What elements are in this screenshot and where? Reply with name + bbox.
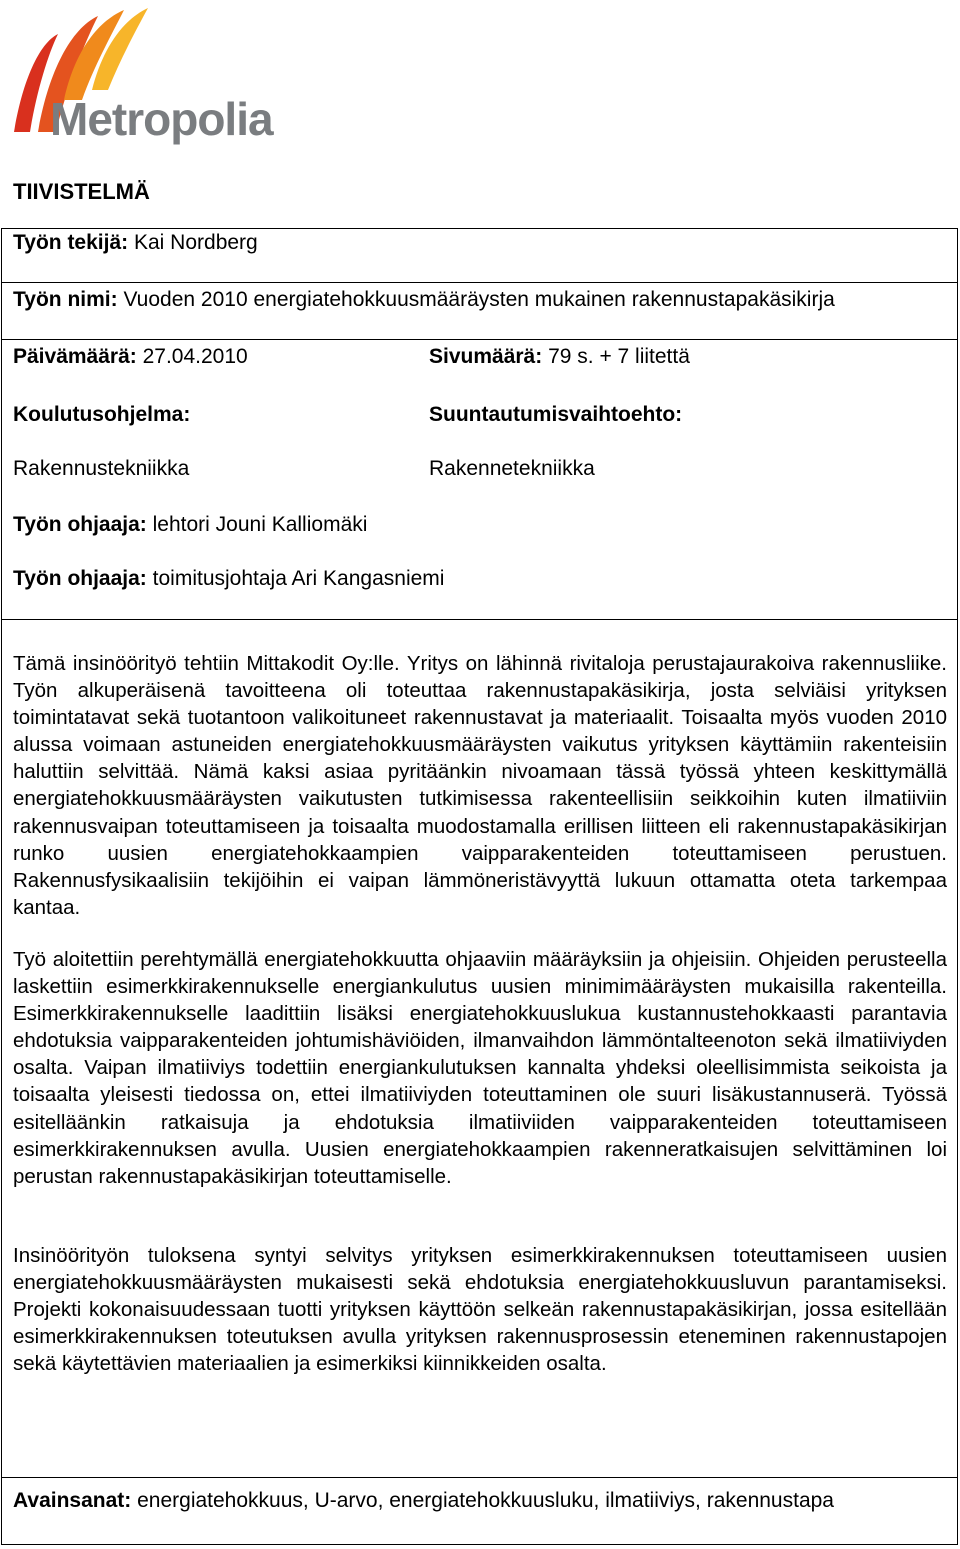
pages-value: 79 s. + 7 liitettä: [548, 345, 690, 368]
author-label: Työn tekijä:: [13, 231, 129, 254]
thesis-title-label: Työn nimi:: [13, 288, 118, 311]
supervisor-label: Työn ohjaaja:: [13, 567, 147, 590]
metropolia-logo: [8, 4, 278, 144]
abstract-paragraph-3: Insinöörityön tuloksena syntyi selvitys yrityksen esimerkkirakennuksen toteuttamiseen uusien energiatehokkuusmääräysten mukaisesti sekä ehdotuksia energiatehokkuusluvun parantamiseksi. Projekti kokonaisuudessaan tuotti yrityksen käyttöön selkeän rakennustapakäsikirjan, jossa esitellään esimerkkirakennuksen toteutuksen avulla yrityksen rakennusprosessin eteneminen rakennustapojen sekä käytettävien materiaalien ja esimerkiksi kiinnikkeiden osalta.: [13, 1244, 947, 1376]
divider: [1, 282, 958, 283]
specialization-value: Rakennetekniikka: [429, 457, 595, 480]
supervisor-label: Työn ohjaaja:: [13, 513, 147, 536]
keywords-label: Avainsanat:: [13, 1489, 132, 1512]
date-value: 27.04.2010: [142, 345, 248, 368]
thesis-title-value: Vuoden 2010 energiatehokkuusmääräysten mukainen rakennustapakäsikirja: [123, 288, 835, 311]
divider: [1, 1477, 958, 1478]
date-label: Päivämäärä:: [13, 345, 137, 368]
date-row: [13, 345, 248, 369]
program-label: Koulutusohjelma:: [13, 403, 191, 426]
divider: [1, 339, 958, 340]
supervisor-value: toimitusjohtaja Ari Kangasniemi: [152, 567, 445, 590]
abstract-paragraph-1: Tämä insinöörityö tehtiin Mittakodit Oy:lle. Yritys on lähinnä rivitaloja perustajaurakoiva rakennusliike. Työn alkuperäisenä tavoitteena oli toteuttaa rakennustapakäsikirja, josta selviäisi yrityksen toimintatavat sekä tuotantoon valikoituneet rakennustavat ja materiaalit. Toisaalta myös vuoden 2010 alussa voimaan astuneiden energiatehokkuusmääräysten vaikutus yrityksen käyttämiin rakenteisiin haluttiin selvittää. Nämä kaksi asiaa pyritäänkin nivoamaan tässä työssä yhteen keskittymällä energiatehokkuusmääräysten vaikutusten tutkimisessa rakenteellisiin seikkoihin kuten ilmatiiviin rakennusvaipan toteuttamiseen ja toisaalta muodostamalla erillisen liitteen eli rakennustapakäsikirjan runko uusien energiatehokkaampien vaipparakenteiden toteuttamiseen perustuen. Rakennusfysikaalisiin tekijöihin ei vaipan lämmöneristävyyttä lukuun ottamatta oteta tarkempaa kantaa.: [13, 652, 947, 919]
specialization-label: Suuntautumisvaihtoehto:: [429, 403, 683, 426]
author-value: Kai Nordberg: [133, 231, 258, 254]
metropolia-wordmark: Metropolia: [50, 93, 273, 145]
supervisor-row: [13, 567, 444, 591]
author-row: [13, 231, 258, 255]
abstract-paragraph-2: Työ aloitettiin perehtymällä energiatehokkuutta ohjaaviin määräyksiin ja ohjeisiin. Ohjeiden perusteella laskettiin esimerkkirakennukselle energiankulutus uusien minimimääräysten mukaisilla rakenteilla. Esimerkkirakennukselle laadittiin lisäksi energiatehokkuuslukua kustannustehokkaasti parantavia ehdotuksia vaipparakenteiden johtumishäviöiden, ilmanvaihdon lämmöntalteenoton sekä ilmatiiviyden osalta. Vaipan ilmatiiviys todettiin energiankulutuksen kannalta yhdeksi oleellisimmista seikoista ja toisaalta yleisesti tiedossa on, ettei ilmatiiviyden toteuttaminen ole suuri lisäkustannuserä. Työssä esitelläänkin ratkaisuja ja ehdotuksia ilmatiiviiden vaipparakenteiden toteuttamiseen esimerkkirakennuksen avulla. Uusien energiatehokkaampien rakenneratkaisujen selvittäminen loi perustan rakennustapakäsikirjan toteuttamiselle.: [13, 948, 947, 1188]
pages-row: [429, 345, 690, 369]
thesis-title-row: [13, 288, 835, 312]
keywords-value: energiatehokkuus, U-arvo, energiatehokkuusluku, ilmatiiviys, rakennustapa: [137, 1489, 834, 1512]
supervisor-row: [13, 513, 367, 537]
supervisor-value: lehtori Jouni Kalliomäki: [152, 513, 368, 536]
abstract-heading: TIIVISTELMÄ: [13, 179, 150, 204]
divider: [1, 619, 958, 620]
pages-label: Sivumäärä:: [429, 345, 543, 368]
keywords-row: [13, 1489, 834, 1513]
program-value: Rakennustekniikka: [13, 457, 190, 480]
